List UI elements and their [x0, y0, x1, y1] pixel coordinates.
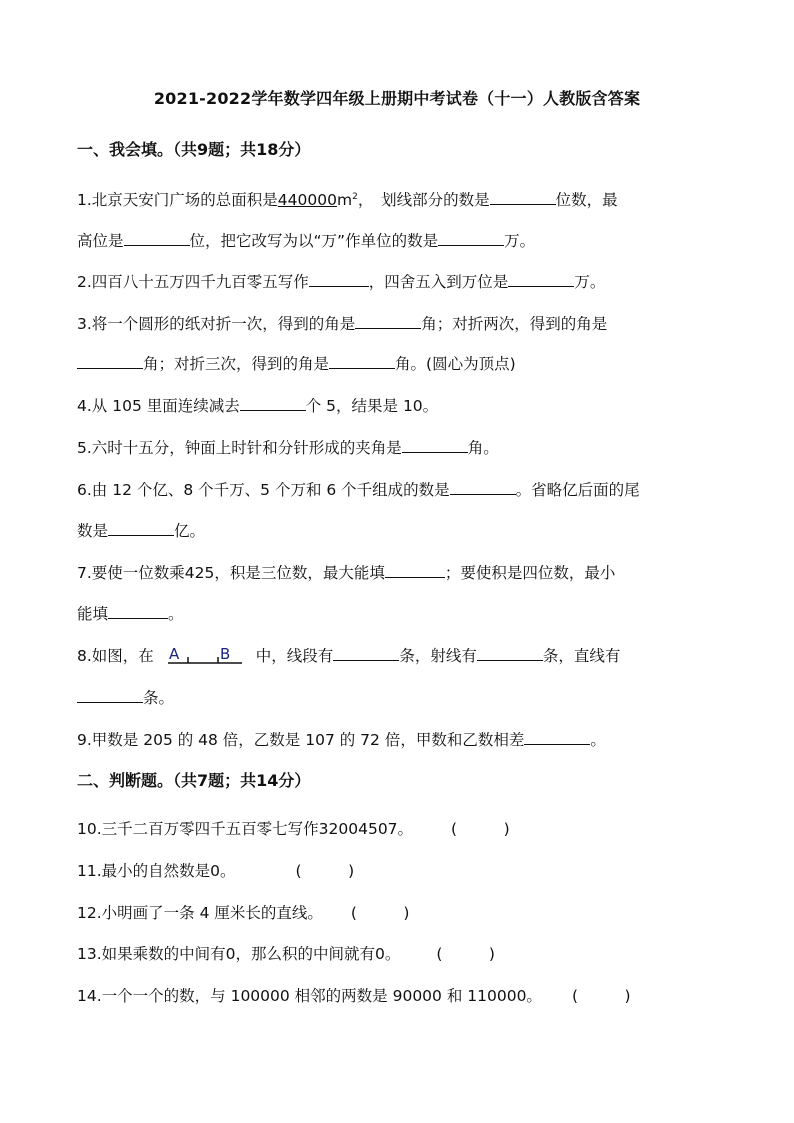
q7-text-b: ；要使积是四位数，最小 [444, 564, 616, 582]
q8-blank-1[interactable] [333, 644, 399, 661]
q1-underlined-number: 440000 [277, 191, 337, 209]
line-ab-diagram [166, 645, 244, 667]
q1-text-e: 位，把它改写为以“万”作单位的数是 [189, 232, 439, 250]
q5-text-b: 角。 [467, 439, 499, 457]
q8-blank-3[interactable] [77, 686, 143, 703]
question-9 [77, 728, 606, 750]
q8-text-d: 条，直线有 [542, 647, 621, 665]
q5-text-a: 5.六时十五分，钟面上时针和分针形成的夹角是 [77, 439, 402, 457]
question-4 [77, 394, 438, 416]
q1-text-f: 万。 [504, 232, 536, 250]
q6-text-d: 亿。 [174, 522, 206, 540]
section-heading-fill: 一、我会填。（共9题；共18分） [77, 140, 311, 159]
q7-blank-1[interactable] [385, 561, 445, 578]
question-5 [77, 436, 499, 458]
q3-text-b: 角；对折两次，得到的角是 [421, 315, 608, 333]
question-8-line-2 [77, 686, 174, 708]
judge-14-answer-box[interactable]: ( ) [571, 987, 631, 1005]
q3-blank-1[interactable] [355, 312, 421, 329]
judge-13-answer-box[interactable]: ( ) [436, 945, 495, 963]
question-2 [77, 270, 605, 292]
q8-text-a: 8.如图，在 [77, 647, 154, 665]
q8-blank-2[interactable] [477, 644, 543, 661]
question-6-line-1 [77, 478, 640, 500]
page-title: 2021-2022学年数学四年级上册期中考试卷（十一）人教版含答案 [153, 89, 641, 108]
question-3-line-1 [77, 312, 607, 334]
q3-text-d: 角。(圆心为顶点) [395, 355, 516, 373]
q6-text-c: 数是 [77, 522, 109, 540]
judge-11-text: 11.最小的自然数是0。 [77, 862, 236, 880]
q2-text-c: 万。 [574, 273, 606, 291]
q1-blank-1[interactable] [490, 188, 556, 205]
q6-text-a: 6.由 12 个亿、8 个千万、5 个万和 6 个千组成的数是 [77, 481, 450, 499]
question-3-line-2 [77, 352, 516, 374]
q1-text-d: 高位是 [77, 232, 124, 250]
q9-text-b: 。 [590, 731, 606, 749]
question-6-line-2 [77, 519, 205, 541]
q2-blank-1[interactable] [309, 270, 369, 287]
q7-text-c: 能填 [77, 605, 109, 623]
judge-12-text: 12.小明画了一条 4 厘米长的直线。 [77, 904, 323, 922]
section-heading-judge: 二、判断题。（共7题；共14分） [77, 771, 311, 790]
q1-blank-2[interactable] [124, 229, 190, 246]
judge-12-answer-box[interactable]: ( ) [350, 904, 410, 922]
judge-question-11 [77, 861, 354, 881]
question-7-line-2 [77, 602, 184, 624]
q7-blank-2[interactable] [108, 602, 168, 619]
q3-blank-2[interactable] [77, 352, 143, 369]
line-segment-figure [166, 645, 244, 665]
q2-blank-2[interactable] [508, 270, 574, 287]
judge-question-12 [77, 903, 409, 923]
judge-14-text: 14.一个一个的数，与 100000 相邻的两数是 90000 和 110000。 [77, 987, 542, 1005]
q3-blank-3[interactable] [329, 352, 395, 369]
point-a-label: A [168, 645, 180, 663]
point-b-label: B [219, 645, 231, 663]
q2-text-a: 2.四百八十五万四千九百零五写作 [77, 273, 309, 291]
q4-text-b: 个 5，结果是 10。 [305, 397, 439, 415]
q4-text-a: 4.从 105 里面连续减去 [77, 397, 240, 415]
q1-text-b: ， 划线部分的数是 [357, 191, 490, 209]
q4-blank-1[interactable] [240, 394, 306, 411]
question-7-line-1 [77, 561, 615, 583]
q1-unit-sup: 2 [352, 192, 358, 202]
question-1-line-1 [77, 187, 618, 210]
q3-text-a: 3.将一个圆形的纸对折一次，得到的角是 [77, 315, 356, 333]
judge-13-text: 13.如果乘数的中间有0，那么积的中间就有0。 [77, 945, 401, 963]
question-1-line-2 [77, 229, 535, 251]
q7-text-a: 7.要使一位数乘425，积是三位数，最大能填 [77, 564, 385, 582]
q9-blank-1[interactable] [524, 728, 590, 745]
judge-10-text: 10.三千二百万零四千五百零七写作32004507。 [77, 820, 414, 838]
q6-text-b: 。省略亿后面的尾 [515, 481, 640, 499]
judge-question-10 [77, 819, 510, 839]
q7-text-d: 。 [168, 605, 184, 623]
q8-text-c: 条，射线有 [399, 647, 477, 665]
judge-10-answer-box[interactable]: ( ) [451, 820, 510, 838]
q1-text-a: 1.北京天安门广场的总面积是 [77, 191, 278, 209]
q6-blank-1[interactable] [450, 478, 516, 495]
q9-text-a: 9.甲数是 205 的 48 倍，乙数是 107 的 72 倍，甲数和乙数相差 [77, 731, 525, 749]
question-8-line-1 [77, 644, 620, 666]
q1-blank-3[interactable] [438, 229, 504, 246]
q2-text-b: ，四舍五入到万位是 [368, 273, 509, 291]
judge-11-answer-box[interactable]: ( ) [295, 862, 355, 880]
q1-unit: m [336, 191, 353, 209]
judge-question-13 [77, 944, 495, 964]
q1-text-c: 位数，最 [555, 191, 618, 209]
q8-text-b: 中，线段有 [255, 647, 334, 665]
judge-question-14 [77, 986, 631, 1006]
q6-blank-2[interactable] [108, 519, 174, 536]
q8-text-e: 条。 [143, 689, 175, 707]
q5-blank-1[interactable] [402, 436, 468, 453]
q3-text-c: 角；对折三次，得到的角是 [143, 355, 330, 373]
